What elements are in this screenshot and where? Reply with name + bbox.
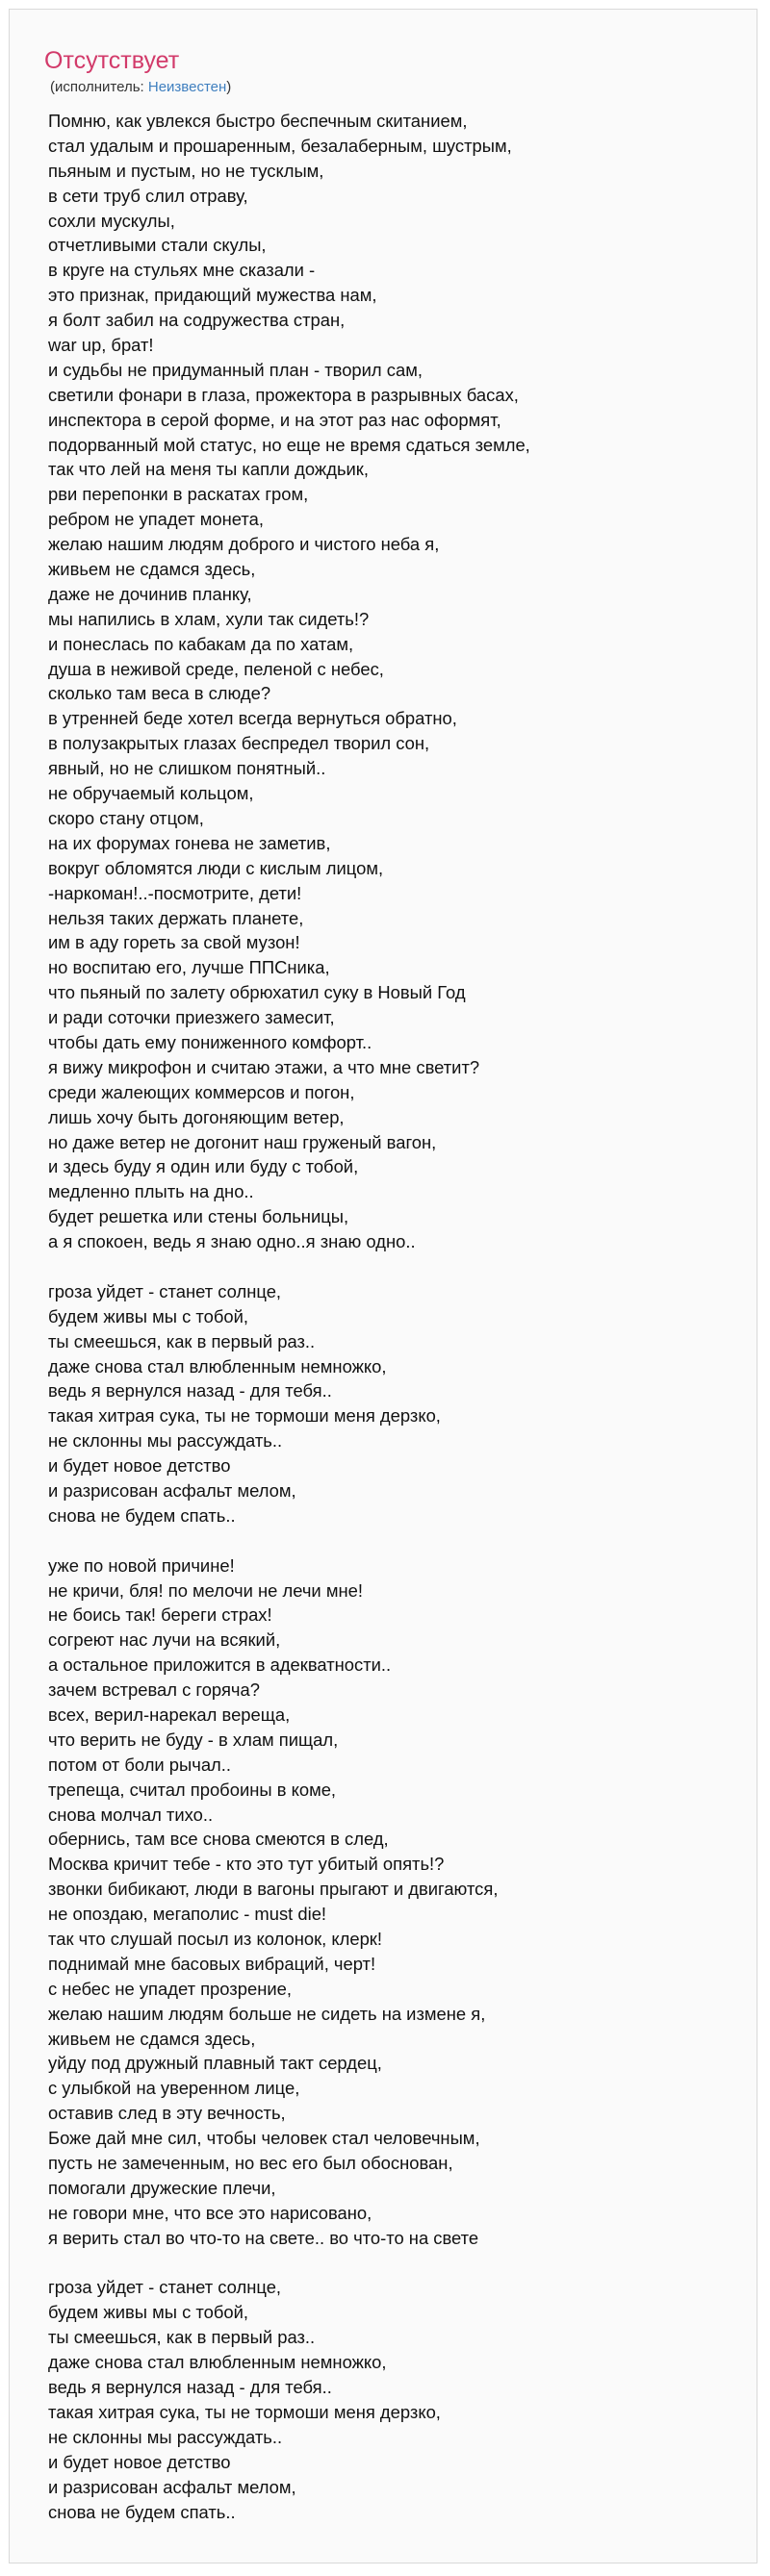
lyric-line: а я спокоен, ведь я знаю одно..я знаю одно.. [48,1231,416,1252]
lyric-line: я верить стал во что-то на свете.. во что-то на свете [48,2227,479,2248]
lyric-line: так что лей на меня ты капли дождьик, [48,459,369,480]
lyric-line: отчетливыми стали скулы, [48,235,267,256]
lyric-line: среди жалеющих коммерсов и погон, [48,1081,355,1102]
lyric-line: ты смеешься, как в первый раз.. [48,2327,316,2348]
lyric-line: гроза уйдет - станет солнце, [48,2277,282,2298]
lyric-line: зачем встревал с горяча? [48,1679,260,1701]
lyric-line: в полузакрытых глазах беспредел творил сон, [48,733,430,754]
lyric-line: будем живы мы с тобой, [48,1305,248,1326]
artist-suffix: ) [226,79,232,95]
lyric-line: что пьяный по залету обрюхатил суку в Новый Год [48,982,466,1003]
lyric-line: так что слушай посыл из колонок, клерк! [48,1929,382,1950]
artist-line [50,78,231,97]
lyric-line: не кричи, бля! по мелочи не лечи мне! [48,1579,363,1601]
lyric-line: и разрисован асфальт мелом, [48,2476,296,2497]
lyric-line: скоро стану отцом, [48,807,204,828]
lyric-line: уже по новой причине! [48,1554,235,1576]
lyric-line: ведь я вернулся назад - для тебя.. [48,1380,332,1402]
lyric-line: не обручаемый кольцом, [48,783,254,804]
lyric-line: и понеслась по кабакам да по хатам, [48,633,354,654]
lyric-line: и судьбы не придуманный план - творил сам, [48,359,423,380]
lyric-line: что верить не буду - в хлам пищал, [48,1729,339,1750]
lyric-line: не говори мне, что все это нарисовано, [48,2202,372,2223]
lyric-line: и будет новое детство [48,1455,231,1477]
artist-prefix: (исполнитель: [50,79,148,95]
lyric-line: и будет новое детство [48,2451,231,2472]
lyric-line: в круге на стульях мне сказали - [48,260,316,281]
lyric-line: уйду под дружный плавный такт сердец, [48,2053,382,2074]
lyric-line: Помню, как увлекся быстро беспечным скитанием, [48,111,468,131]
lyric-line: ребром не упадет монета, [48,509,264,530]
lyric-line: снова не будем спать.. [48,2501,236,2522]
lyric-line: на их форумах гонева не заметив, [48,832,331,853]
lyric-line: желаю нашим людям больше не сидеть на измене я, [48,2003,486,2024]
lyric-line: звонки бибикают, люди в вагоны прыгают и двигаются, [48,1879,499,1900]
lyric-line: согреют нас лучи на всякий, [48,1629,281,1651]
lyric-line: сохли мускулы, [48,210,175,231]
lyric-line: желаю нашим людям доброго и чистого неба я, [48,534,440,555]
lyric-line: поднимай мне басовых вибраций, черт! [48,1953,376,1974]
lyric-line: сколько там веса в слюде? [48,683,271,704]
lyric-line: в утренней беде хотел всегда вернуться обратно, [48,708,457,729]
lyric-line: не боись так! береги страх! [48,1604,272,1626]
lyric-line: а остальное приложится в адекватности.. [48,1654,392,1676]
lyric-line: стал удалым и прошаренным, безалаберным, шустрым, [48,135,512,156]
lyric-line: светили фонари в глаза, прожектора в разрывных басах, [48,384,519,405]
lyric-line: будет решетка или стены больницы, [48,1206,349,1227]
lyric-line: Москва кричит тебе - кто это тут убитый опять!? [48,1854,445,1875]
lyric-line: обернись, там все снова смеются в след, [48,1829,389,1850]
lyric-line: даже снова стал влюбленным немножко, [48,1355,387,1376]
lyric-line: но воспитаю его, лучше ППСника, [48,957,330,978]
lyric-line: душа в неживой среде, пеленой с небес, [48,658,384,679]
lyric-line: Боже дай мне сил, чтобы человек стал человечным, [48,2128,480,2149]
lyric-line: я болт забил на содружества стран, [48,310,346,331]
lyric-line: оставив след в эту вечность, [48,2103,286,2124]
lyric-line: и разрисован асфальт мелом, [48,1479,296,1501]
lyric-line: нельзя таких держать планете, [48,907,304,928]
lyric-line: живьем не сдамся здесь, [48,559,256,580]
lyric-line: не опоздаю, мегаполис - must die! [48,1904,327,1925]
artist-link[interactable]: Неизвестен [147,79,227,95]
lyric-line: ведь я вернулся назад - для тебя.. [48,2377,332,2398]
lyric-line: рви перепонки в раскатах гром, [48,484,309,505]
stanza-break [48,2251,530,2276]
lyrics-card [9,9,757,2563]
lyric-line: снова не будем спать.. [48,1504,236,1526]
stanza-break [48,1254,530,1279]
lyric-line: потом от боли рычал.. [48,1754,232,1775]
lyric-line: явный, но не слишком понятный.. [48,758,326,779]
lyric-line: чтобы дать ему пониженного комфорт.. [48,1031,372,1052]
lyric-line: с улыбкой на уверенном лице, [48,2078,300,2099]
lyric-line: вокруг обломятся люди с кислым лицом, [48,857,384,878]
lyric-line: инспектора в серой форме, и на этот раз нас оформят, [48,409,501,430]
lyric-line: медленно плыть на дно.. [48,1181,254,1202]
lyric-line: будем живы мы с тобой, [48,2302,248,2323]
lyric-line: трепеща, считал пробоины в коме, [48,1779,337,1800]
lyric-line: я вижу микрофон и считаю этажи, а что мне светит? [48,1056,480,1077]
lyrics-text [48,109,530,2524]
lyric-line: пусть не замеченным, но вес его был обоснован, [48,2153,453,2174]
lyric-line: не склонны мы рассуждать.. [48,2426,283,2447]
lyric-line: лишь хочу быть догоняющим ветер, [48,1106,345,1127]
lyric-line: мы напились в хлам, хули так сидеть!? [48,608,370,629]
lyric-line: им в аду гореть за свой музон! [48,932,300,953]
lyric-line: помогали дружеские плечи, [48,2177,276,2198]
lyric-line: пьяным и пустым, но не тусклым, [48,160,324,181]
song-title: Отсутствует [44,47,180,74]
lyric-line: -наркоман!..-посмотрите, дети! [48,882,302,903]
lyric-line: такая хитрая сука, ты не тормоши меня дерзко, [48,1405,441,1427]
lyric-line: не склонны мы рассуждать.. [48,1430,283,1452]
lyric-line: такая хитрая сука, ты не тормоши меня дерзко, [48,2401,441,2422]
lyric-line: в сети труб слил отраву, [48,185,248,206]
lyric-line: даже снова стал влюбленным немножко, [48,2352,387,2373]
stanza-break [48,1528,530,1553]
lyric-line: с небес не упадет прозрение, [48,1978,292,1999]
lyric-line: это признак, придающий мужества нам, [48,285,377,306]
lyric-line: и здесь буду я один или буду с тобой, [48,1156,359,1177]
lyric-line: но даже ветер не догонит наш груженый вагон, [48,1131,437,1152]
lyric-line: war up, брат! [48,335,154,356]
lyric-line: снова молчал тихо.. [48,1804,214,1825]
lyric-line: всех, верил-нарекал вереща, [48,1705,291,1725]
lyric-line: даже не дочинив планку, [48,583,252,604]
lyric-line: ты смеешься, как в первый раз.. [48,1330,316,1351]
lyric-line: гроза уйдет - станет солнце, [48,1280,282,1301]
lyric-line: и ради соточки приезжего замесит, [48,1007,335,1028]
lyric-line: живьем не сдамся здесь, [48,2028,256,2049]
lyric-line: подорванный мой статус, но еще не время сдаться земле, [48,434,530,455]
